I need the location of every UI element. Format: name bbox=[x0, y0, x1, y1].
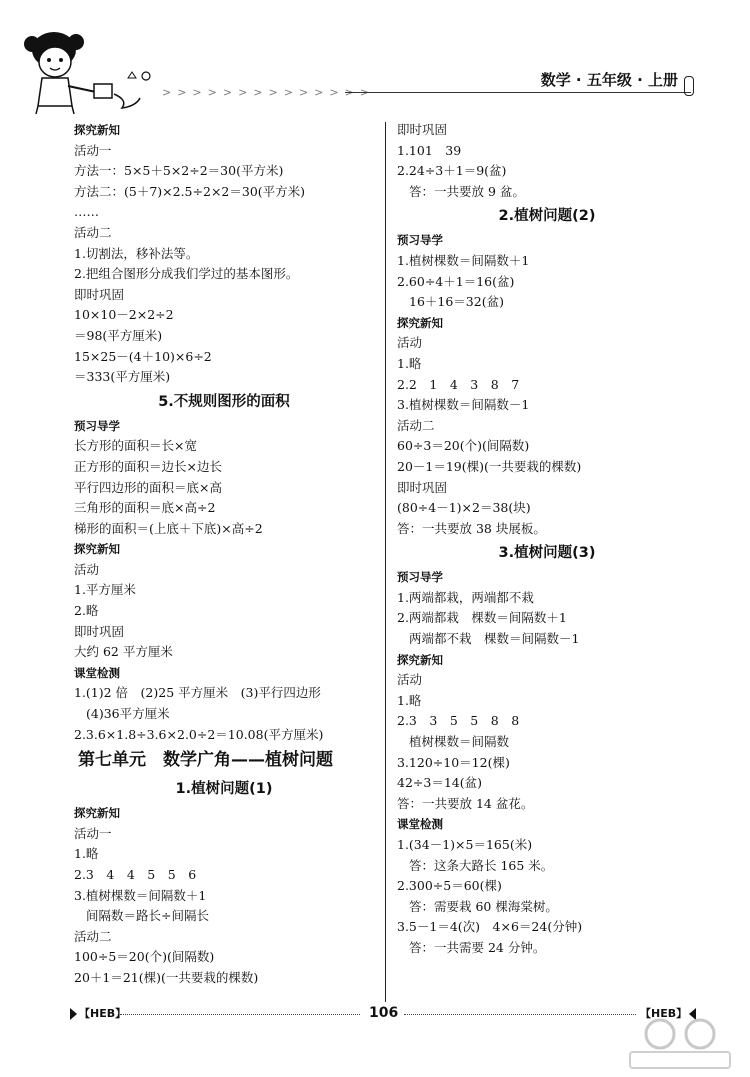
text-line: 2.24÷3＋1＝9(盆) bbox=[397, 163, 507, 179]
text-line: 20－1＝19(棵)(一共要栽的棵数) bbox=[397, 458, 582, 474]
text-line: (80÷4－1)×2＝38(块) bbox=[397, 500, 531, 516]
text-line: 答：一共要放 14 盆花。 bbox=[397, 795, 534, 811]
text-line: 活动一 bbox=[74, 142, 112, 158]
section-label: 预习导学 bbox=[74, 418, 120, 433]
text-line: 正方形的面积＝边长×边长 bbox=[74, 458, 222, 474]
text-line: 60÷3＝20(个)(间隔数) bbox=[397, 438, 530, 454]
text-line: 即时巩固 bbox=[397, 479, 448, 495]
text-line: …… bbox=[74, 204, 99, 220]
section-label: 探究新知 bbox=[74, 123, 120, 137]
text-line: 100÷5＝20(个)(间隔数) bbox=[74, 949, 215, 965]
indented-text-line: (4)36平方厘米 bbox=[86, 706, 170, 722]
text-line: 长方形的面积＝长×宽 bbox=[74, 438, 197, 454]
text-line: 活动二 bbox=[74, 928, 112, 944]
text-line: 活动 bbox=[397, 335, 423, 351]
indented-text-line: 答：一共要放 9 盆。 bbox=[409, 183, 525, 199]
text-line: ＝98(平方厘米) bbox=[74, 327, 163, 343]
text-line: 2.把组合图形分成我们学过的基本图形。 bbox=[74, 266, 299, 282]
text-line: 15×25－(4＋10)×6÷2 bbox=[74, 348, 212, 364]
footer-dotted-rule-right bbox=[404, 1014, 636, 1015]
footer-dotted-rule-left bbox=[120, 1014, 360, 1015]
section-label: 课堂检测 bbox=[397, 817, 443, 832]
text-line: 2.3 3 5 5 8 8 bbox=[397, 713, 520, 729]
text-line: 活动二 bbox=[74, 224, 112, 240]
section-label: 预习导学 bbox=[397, 233, 443, 248]
section-label: 探究新知 bbox=[74, 806, 120, 821]
text-line: 即时巩固 bbox=[74, 286, 125, 302]
text-line: 答：一共要放 38 块展板。 bbox=[397, 520, 546, 536]
text-line: 3.5－1＝4(次) 4×6＝24(分钟) bbox=[397, 919, 583, 935]
text-line: 2.2 1 4 3 8 7 bbox=[397, 376, 520, 392]
footer-left-tag bbox=[70, 1005, 126, 1021]
header-arrow-row: >>>>>>>>>>>>>> bbox=[162, 86, 376, 99]
section-heading: 1.植树问题(1) bbox=[175, 781, 273, 798]
left-column bbox=[74, 120, 374, 989]
text-line: 10×10－2×2÷2 bbox=[74, 307, 174, 323]
text-line: 2.3 4 4 5 5 6 bbox=[74, 867, 197, 882]
indented-text-line: 答：这条大路长 165 米。 bbox=[409, 857, 554, 873]
text-line: 大约 62 平方厘米 bbox=[74, 644, 173, 660]
column-divider bbox=[385, 122, 386, 1002]
text-line: 1.两端都栽，两端都不栽 bbox=[397, 589, 534, 605]
text-line: 方法一：5×5＋5×2÷2＝30(平方米) bbox=[74, 163, 284, 179]
footer-right-tag-text: 【HEB】 bbox=[640, 1007, 688, 1020]
footer-left-tag-text: 【HEB】 bbox=[79, 1007, 127, 1020]
header-title: 数学 · 五年级 · 上册 bbox=[540, 71, 678, 89]
text-line: 2.60÷4＋1＝16(盆) bbox=[397, 273, 515, 289]
text-line: 2.略 bbox=[74, 603, 99, 619]
indented-text-line: 答：需要栽 60 棵海棠树。 bbox=[409, 898, 558, 914]
text-line: 即时巩固 bbox=[74, 623, 125, 639]
text-line: 平行四边形的面积＝底×高 bbox=[74, 479, 222, 495]
unit-heading: 第七单元 数学广角——植树问题 bbox=[78, 750, 333, 771]
text-line: 2.3.6×1.8÷3.6×2.0÷2＝10.08(平方厘米) bbox=[74, 726, 324, 742]
indented-text-line: 植树棵数＝间隔数 bbox=[409, 734, 510, 750]
text-line: 3.植树棵数＝间隔数－1 bbox=[397, 397, 530, 413]
text-line: 1.切割法，移补法等。 bbox=[74, 245, 199, 261]
text-line: 3.植树棵数＝间隔数＋1 bbox=[74, 887, 207, 903]
text-line: 方法二：(5＋7)×2.5÷2×2＝30(平方米) bbox=[74, 183, 306, 199]
text-line: 即时巩固 bbox=[397, 122, 448, 137]
header-end-mark bbox=[684, 76, 694, 96]
text-line: 活动一 bbox=[74, 825, 112, 841]
text-line: 1.101 39 bbox=[397, 142, 462, 158]
text-line: 2.两端都栽 棵数＝间隔数＋1 bbox=[397, 610, 567, 626]
right-column bbox=[397, 120, 697, 959]
text-line: ＝333(平方厘米) bbox=[74, 369, 171, 385]
text-line: 3.120÷10＝12(棵) bbox=[397, 754, 510, 770]
text-line: 活动 bbox=[74, 561, 100, 577]
section-label: 探究新知 bbox=[74, 542, 120, 557]
indented-text-line: 答：一共需要 24 分钟。 bbox=[409, 939, 546, 955]
text-line: 1.略 bbox=[397, 355, 422, 371]
text-line: 1.略 bbox=[397, 692, 422, 708]
text-line: 1.植树棵数＝间隔数＋1 bbox=[397, 252, 530, 268]
text-line: 1.(34－1)×5＝165(米) bbox=[397, 837, 533, 852]
cartoon-girl-mascot-icon bbox=[18, 28, 158, 118]
page-number: 106 bbox=[369, 1005, 399, 1021]
text-line: 活动二 bbox=[397, 417, 435, 433]
text-line: 1.(1)2 倍 (2)25 平方厘米 (3)平行四边形 bbox=[74, 685, 321, 701]
section-label: 探究新知 bbox=[397, 652, 443, 667]
text-line: 2.300÷5＝60(棵) bbox=[397, 878, 502, 894]
section-heading: 2.植树问题(2) bbox=[498, 208, 596, 225]
section-label: 探究新知 bbox=[397, 315, 443, 330]
section-heading: 5.不规则图形的面积 bbox=[158, 393, 290, 410]
indented-text-line: 两端都不栽 棵数＝间隔数－1 bbox=[409, 631, 580, 647]
text-line: 1.略 bbox=[74, 846, 99, 862]
page-header bbox=[0, 0, 750, 118]
text-line: 20＋1＝21(棵)(一共要栽的棵数) bbox=[74, 969, 259, 985]
indented-text-line: 16＋16＝32(盆) bbox=[409, 294, 504, 310]
text-line: 梯形的面积＝(上底＋下底)×高÷2 bbox=[74, 520, 263, 536]
triangle-right-icon bbox=[70, 1008, 77, 1020]
section-label: 课堂检测 bbox=[74, 665, 120, 680]
text-line: 42÷3＝14(盆) bbox=[397, 775, 482, 791]
watermark-logo-icon bbox=[620, 1012, 740, 1072]
section-heading: 3.植树问题(3) bbox=[498, 545, 596, 562]
text-line: 活动 bbox=[397, 672, 423, 688]
indented-text-line: 间隔数＝路长÷间隔长 bbox=[86, 908, 209, 924]
text-line: 三角形的面积＝底×高÷2 bbox=[74, 500, 216, 516]
section-label: 预习导学 bbox=[397, 570, 443, 585]
header-rule bbox=[345, 92, 691, 93]
text-line: 1.平方厘米 bbox=[74, 582, 136, 598]
